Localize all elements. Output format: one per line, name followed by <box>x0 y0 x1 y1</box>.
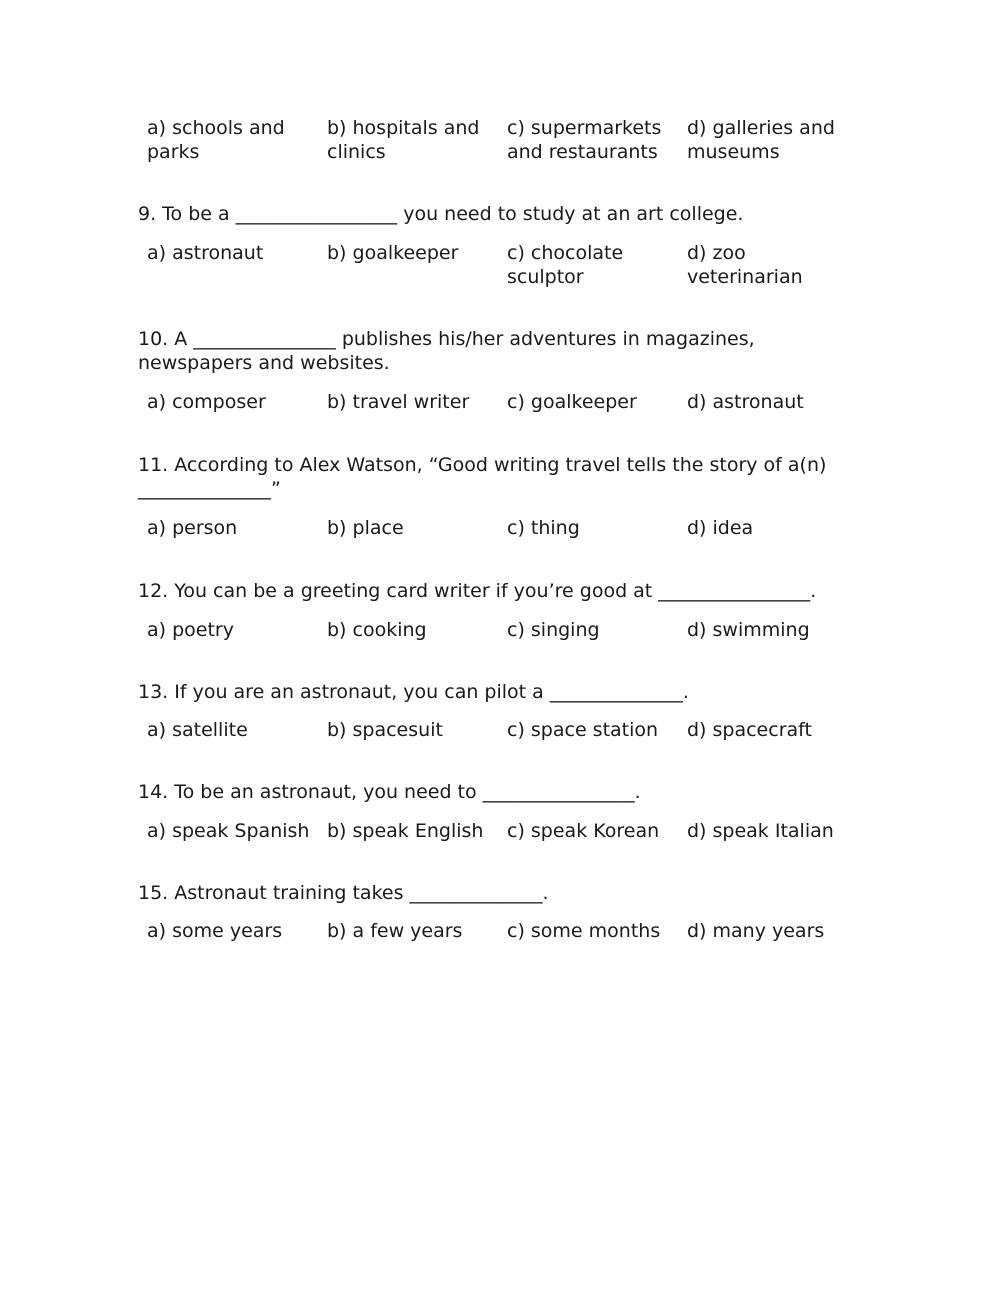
question-15 <box>138 881 850 967</box>
option-b[interactable]: b) speak English <box>327 820 484 842</box>
option-c[interactable]: c) speak Korean <box>507 820 660 842</box>
question-14 <box>138 780 850 867</box>
question-13 <box>138 680 850 766</box>
option-d[interactable]: d) idea <box>687 517 754 539</box>
option-c[interactable]: c) chocolate sculptor <box>507 242 624 288</box>
option-d[interactable]: d) astronaut <box>687 391 804 413</box>
option-b[interactable]: b) travel writer <box>327 391 470 413</box>
question-9 <box>138 202 850 289</box>
question-text: 15. Astronaut training takes ______________. <box>138 882 549 904</box>
option-b[interactable]: b) cooking <box>327 619 427 641</box>
answer-options <box>138 919 850 967</box>
option-b[interactable]: b) spacesuit <box>327 719 443 741</box>
option-a[interactable]: a) schools and parks <box>147 117 285 163</box>
option-a[interactable]: a) poetry <box>147 619 234 641</box>
answer-options <box>138 718 850 766</box>
question-text: 9. To be a _________________ you need to study at an art college. <box>138 203 744 225</box>
option-c[interactable]: c) goalkeeper <box>507 391 637 413</box>
option-a[interactable]: a) satellite <box>147 719 248 741</box>
option-c[interactable]: c) singing <box>507 619 600 641</box>
option-c[interactable]: c) supermarkets and restaurants <box>507 117 662 163</box>
option-a[interactable]: a) speak Spanish <box>147 820 310 842</box>
answer-options <box>138 516 850 564</box>
answer-options <box>138 819 850 867</box>
question-text: 13. If you are an astronaut, you can pilot a ______________. <box>138 681 689 703</box>
option-d[interactable]: d) zoo veterinarian <box>687 242 803 288</box>
question-text: 11. According to Alex Watson, “Good writing travel tells the story of a(n) ______________” <box>138 454 827 500</box>
question-8-options-block <box>138 116 850 164</box>
option-b[interactable]: b) place <box>327 517 404 539</box>
option-a[interactable]: a) some years <box>147 920 283 942</box>
option-d[interactable]: d) many years <box>687 920 825 942</box>
option-c[interactable]: c) thing <box>507 517 580 539</box>
question-10 <box>138 327 850 438</box>
option-b[interactable]: b) a few years <box>327 920 463 942</box>
option-d[interactable]: d) speak Italian <box>687 820 834 842</box>
question-12 <box>138 579 850 666</box>
option-a[interactable]: a) astronaut <box>147 242 264 264</box>
answer-options <box>138 241 850 289</box>
question-text: 12. You can be a greeting card writer if you’re good at ________________. <box>138 580 817 602</box>
option-a[interactable]: a) person <box>147 517 238 539</box>
option-d[interactable]: d) spacecraft <box>687 719 812 741</box>
option-b[interactable]: b) goalkeeper <box>327 242 459 264</box>
answer-options <box>138 116 850 164</box>
option-d[interactable]: d) galleries and museums <box>687 117 835 163</box>
question-11 <box>138 453 850 564</box>
option-c[interactable]: c) space station <box>507 719 659 741</box>
question-text: 14. To be an astronaut, you need to ________________. <box>138 781 641 803</box>
option-b[interactable]: b) hospitals and clinics <box>327 117 480 163</box>
answer-options <box>138 390 850 438</box>
option-a[interactable]: a) composer <box>147 391 266 413</box>
question-text: 10. A _______________ publishes his/her adventures in magazines, newspapers and websites. <box>138 328 761 374</box>
option-c[interactable]: c) some months <box>507 920 661 942</box>
answer-options <box>138 618 850 666</box>
option-d[interactable]: d) swimming <box>687 619 810 641</box>
